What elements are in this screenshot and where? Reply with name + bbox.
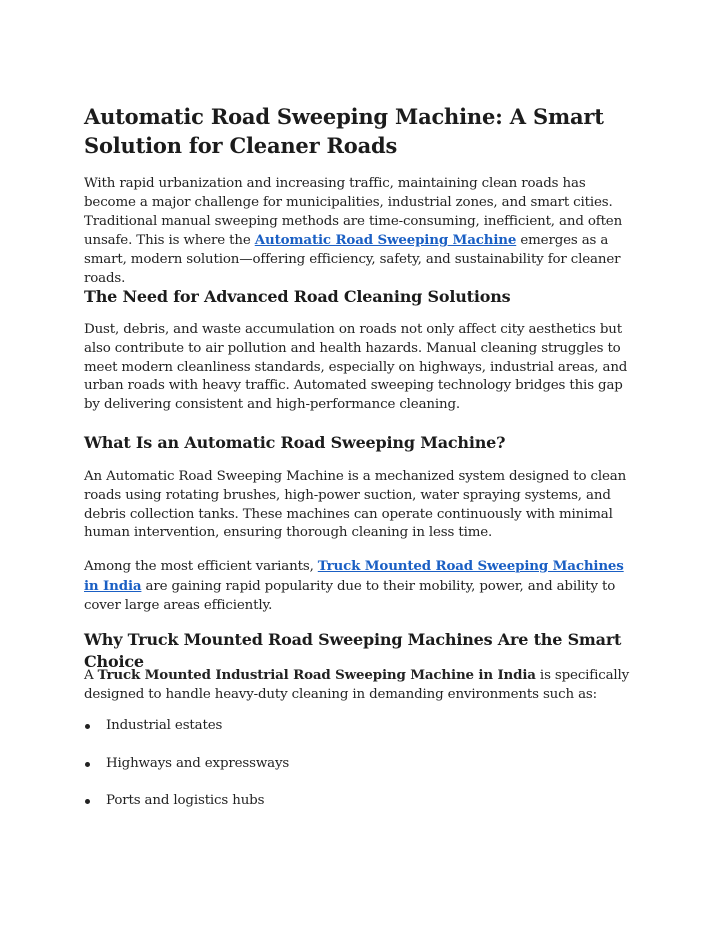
section-what-is-paragraph: An Automatic Road Sweeping Machine is a mechanized system designed to clean roads using rotating brushes, high-power suction, water spraying systems, and debris collection tanks. These machines can operate continuously with minimal human intervention, ensuring thorough cleaning in less time. (84, 469, 627, 541)
section-heading-why-truck: Why Truck Mounted Road Sweeping Machines Are the Smart Choice (84, 630, 622, 671)
truck-mounted-paragraph (84, 557, 636, 615)
section-heading-need: The Need for Advanced Road Cleaning Solutions (84, 287, 511, 306)
bullet-icon (85, 799, 90, 804)
page-title: Automatic Road Sweeping Machine: A Smart Solution for Cleaner Roads (84, 104, 604, 158)
intro-paragraph (84, 175, 636, 289)
truck-text-before: Among the most efficient variants, (84, 559, 318, 574)
intro-text-before: With rapid urbanization and increasing traffic, maintaining clean roads has become a major challenge for municipalities, industrial zones, and smart cities. Traditional manual sweeping methods are time-consuming, inefficient, and often unsafe. This is where the (84, 176, 623, 249)
why-text-prefix: A (84, 668, 98, 683)
truck-mounted-road-sweeping-link[interactable]: Truck Mounted Road Sweeping Machines in India (84, 558, 624, 594)
automatic-road-sweeping-machine-link[interactable]: Automatic Road Sweeping Machine (254, 232, 517, 249)
list-item-label: Industrial estates (106, 718, 223, 733)
why-text-bold: Truck Mounted Industrial Road Sweeping Machine in India (97, 667, 536, 683)
list-item-label: Highways and expressways (106, 756, 290, 771)
why-text-after: is specifically designed to handle heavy-duty cleaning in demanding environments such as: (84, 668, 630, 702)
list-item-label: Ports and logistics hubs (106, 793, 265, 808)
bullet-icon (85, 724, 90, 729)
section-why-truck-paragraph (84, 666, 636, 705)
section-need-paragraph: Dust, debris, and waste accumulation on roads not only affect city aesthetics but also contribute to air pollution and health hazards. Manual cleaning struggles to meet modern cleanliness standards, especially on highways, industrial areas, and urban roads with heavy traffic. Automated sweeping technology bridges this gap by delivering consistent and high-performance cleaning. (84, 322, 628, 413)
truck-text-after: are gaining rapid popularity due to their mobility, power, and ability to cover large areas efficiently. (84, 578, 616, 613)
intro-text-after: emerges as a smart, modern solution—offering efficiency, safety, and sustainability for cleaner roads. (84, 233, 621, 286)
list-item (106, 755, 289, 773)
list-item (106, 717, 222, 735)
bullet-icon (85, 762, 90, 767)
section-heading-what-is: What Is an Automatic Road Sweeping Machine? (84, 433, 506, 452)
list-item (106, 792, 264, 810)
